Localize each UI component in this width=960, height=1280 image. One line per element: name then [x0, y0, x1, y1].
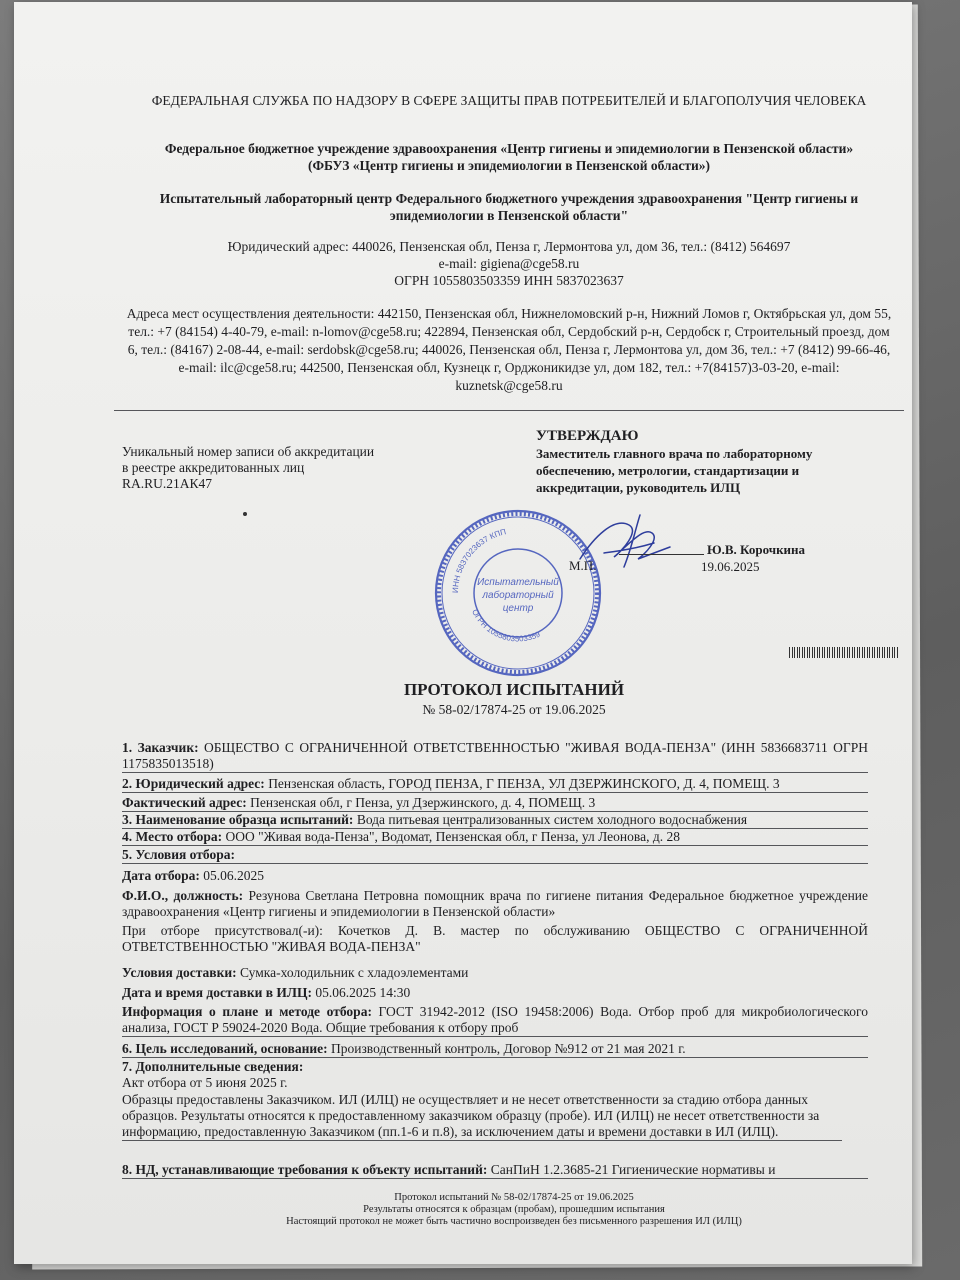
accreditation-line-1: Уникальный номер записи об аккредитации — [122, 444, 375, 459]
delivery-conditions-row — [122, 965, 868, 981]
delivery-conditions-label: Условия доставки: — [122, 965, 237, 980]
approval-block — [536, 428, 886, 496]
sampling-act: Акт отбора от 5 июня 2025 г. — [122, 1075, 288, 1090]
legal-address-value: Пензенская область, ГОРОД ПЕНЗА, Г ПЕНЗА, УЛ ДЗЕРЖИНСКОГО, Д. 4, ПОМЕЩ. 3 — [268, 776, 780, 791]
sampling-place-label: 4. Место отбора: — [122, 829, 223, 844]
sampler-label: Ф.И.О., должность: — [122, 888, 244, 903]
footer-line-3: Настоящий протокол не может быть частично воспроизведен без письменного разрешения ИЛ (ИЛЦ) — [286, 1216, 742, 1227]
approver-name: Ю.В. Корочкина — [707, 542, 806, 557]
sampler-value: Резунова Светлана Петровна помощник врача по гигиене питания Федеральное бюджетное учреждение здравоохранения «Центр гигиены и эпидемиологии в Пензенской области» — [122, 888, 869, 919]
contacts-block — [124, 238, 894, 289]
accreditation-block — [122, 444, 442, 492]
requirements-label: 8. НД, устанавливающие требования к объекту испытаний: — [122, 1162, 488, 1177]
footer-line-2: Результаты относятся к образцам (пробам), прошедшим испытания — [363, 1204, 665, 1215]
page-footer — [214, 1192, 814, 1228]
lab-name: Испытательный лабораторный центр Федерального бюджетного учреждения здравоохранения "Центр гигиены и эпидемиологии в Пензенской области" — [159, 191, 859, 223]
footer-line-1: Протокол испытаний № 58-02/17874-25 от 19.06.2025 — [394, 1192, 634, 1203]
accreditation-line-2: в реестре аккредитованных лиц — [122, 460, 305, 475]
sampling-conditions-label: 5. Условия отбора: — [122, 847, 235, 862]
stamp-ogrn-line: ОГРН 1055803503359 — [470, 607, 542, 644]
delivery-datetime-row — [122, 985, 868, 1001]
sampling-place-value: ООО "Живая вода-Пенза", Водомат, Пензенская обл, г Пенза, ул Леонова, д. 28 — [225, 829, 680, 844]
institution-full: Федеральное бюджетное учреждение здравоохранения «Центр гигиены и эпидемиологии в Пензенской области» — [164, 141, 854, 156]
additional-info-label: 7. Дополнительные сведения: — [122, 1059, 304, 1074]
section-additional-info — [122, 1059, 868, 1091]
institution-name — [124, 140, 894, 174]
present-row: При отборе присутствовал(-и): Кочетков Д. В. мастер по обслуживанию ОБЩЕСТВО С ОГРАНИЧЕННОЙ ОТВЕТСТВЕННОСТЬЮ "ЖИВАЯ ВОДА-ПЕНЗА" — [122, 923, 868, 954]
additional-info-text: Образцы предоставлены Заказчиком. ИЛ (ИЛЦ) не осуществляет и не несет ответственности за стадию отбора данных образцов. Результаты относятся к предоставленному заказчиком образцу (пробе). ИЛ (ИЛЦ) не несет ответственности за информацию, предоставленную Заказчиком (пп.1-6 и п.8), за исключением даты и времени доставки в ИЛ (ИЛЦ). — [122, 1092, 842, 1141]
legal-address: Юридический адрес: 440026, Пензенская обл, Пенза г, Лермонтова ул, дом 36, тел.: (8412) 564697 — [227, 239, 791, 254]
section-sampling-conditions — [122, 847, 868, 864]
section-sample-name — [122, 812, 868, 829]
sampler-row — [122, 888, 868, 920]
delivery-datetime-label: Дата и время доставки в ИЛЦ: — [122, 985, 312, 1000]
actual-address-label: Фактический адрес: — [122, 795, 247, 810]
institution-short: (ФБУЗ «Центр гигиены и эпидемиологии в Пензенской области») — [307, 158, 711, 173]
requirements-value: СанПиН 1.2.3685-21 Гигиенические нормативы и — [490, 1162, 776, 1177]
sampling-plan-row — [122, 1004, 868, 1037]
section-purpose — [122, 1041, 868, 1058]
purpose-value: Производственный контроль, Договор №912 от 21 мая 2021 г. — [331, 1041, 686, 1056]
activity-addresses: Адреса мест осуществления деятельности: 442150, Пензенская обл, Нижнеломовский р-н, Нижний Ломов г, Октябрьская ул, дом 55, тел.: +7 (84154) 4-40-79, e-mail: n-lomov@cge58.ru; 422894, Пензенская обл, Сердобский р-н, Сердобск г, Строительный проезд, дом 6, тел.: (84167) 2-08-44, e-mail: serdobsk@cge58.ru; 440026, Пензенская обл, Пенза г, Лермонтова ул, дом 36, тел.: +7 (8412) 99-66-46, e-mail: ilc@cge58.ru; 442500, Пензенская обл, Кузнецк г, Орджоникидзе ул, дом 182, тел.: +7(84157)3-03-20, e-mail: kuznetsk@cge58.ru — [126, 306, 892, 393]
stamp-mark-label: М.П. — [569, 558, 597, 573]
sampling-date-value: 05.06.2025 — [203, 868, 265, 883]
header-divider — [114, 410, 904, 411]
approval-title: УТВЕРЖДАЮ — [536, 428, 639, 444]
section-requirements — [122, 1162, 868, 1179]
ink-dot — [243, 512, 247, 516]
signature-line — [619, 554, 704, 555]
email: e-mail: gigiena@cge58.ru — [438, 256, 580, 271]
sampling-plan-label: Информация о плане и методе отбора: — [122, 1004, 372, 1019]
sampling-date-row — [122, 868, 868, 884]
purpose-label: 6. Цель исследований, основание: — [122, 1041, 328, 1056]
actual-address-value: Пензенская обл, г Пенза, ул Дзержинского, д. 4, ПОМЕЩ. 3 — [250, 795, 596, 810]
sampling-date-label: Дата отбора: — [122, 868, 200, 883]
approval-date: 19.06.2025 — [701, 559, 760, 574]
delivery-conditions-value: Сумка-холодильник с хладоэлементами — [240, 965, 469, 980]
customer-value: ОБЩЕСТВО С ОГРАНИЧЕННОЙ ОТВЕТСТВЕННОСТЬЮ "ЖИВАЯ ВОДА-ПЕНЗА" (ИНН 5836683711 ОГРН 1175835013518) — [122, 740, 868, 771]
agency-name: ФЕДЕРАЛЬНАЯ СЛУЖБА ПО НАДЗОРУ В СФЕРЕ ЗАЩИТЫ ПРАВ ПОТРЕБИТЕЛЕЙ И БЛАГОПОЛУЧИЯ ЧЕЛОВЕКА — [151, 93, 867, 108]
stamp-center-2: лабораторный — [482, 590, 554, 601]
protocol-title: ПРОТОКОЛ ИСПЫТАНИЙ — [403, 680, 625, 699]
section-legal-address — [122, 776, 868, 793]
section-sampling-place — [122, 829, 868, 846]
stamp-inn-line: ИНН 5837023637 КПП — [450, 527, 507, 594]
stamp-center-1: Испытательный — [477, 577, 559, 588]
ogrn-inn: ОГРН 1055803503359 ИНН 5837023637 — [394, 273, 624, 288]
customer-label: 1. Заказчик: — [122, 740, 199, 755]
sample-name-value: Вода питьевая централизованных систем холодного водоснабжения — [356, 812, 748, 827]
sample-name-label: 3. Наименование образца испытаний: — [122, 812, 354, 827]
barcode-strip — [789, 647, 899, 658]
document-page — [14, 2, 912, 1264]
section-actual-address — [122, 795, 868, 812]
legal-address-label: 2. Юридический адрес: — [122, 776, 265, 791]
approval-position: Заместитель главного врача по лабораторному обеспечению, метрологии, стандартизации и аккредитации, руководитель ИЛЦ — [536, 446, 813, 495]
stamp-center-3: центр — [502, 603, 534, 614]
delivery-datetime-value: 05.06.2025 14:30 — [315, 985, 411, 1000]
section-customer — [122, 740, 868, 773]
accreditation-number: RA.RU.21АК47 — [122, 476, 213, 491]
sampling-plan-value: ГОСТ 31942-2012 (ISO 19458:2006) Вода. Отбор проб для микробиологического анализа, ГОСТ Р 59024-2020 Вода. Общие требования к отбору проб — [122, 1004, 868, 1035]
protocol-number: № 58-02/17874-25 от 19.06.2025 — [422, 702, 606, 717]
